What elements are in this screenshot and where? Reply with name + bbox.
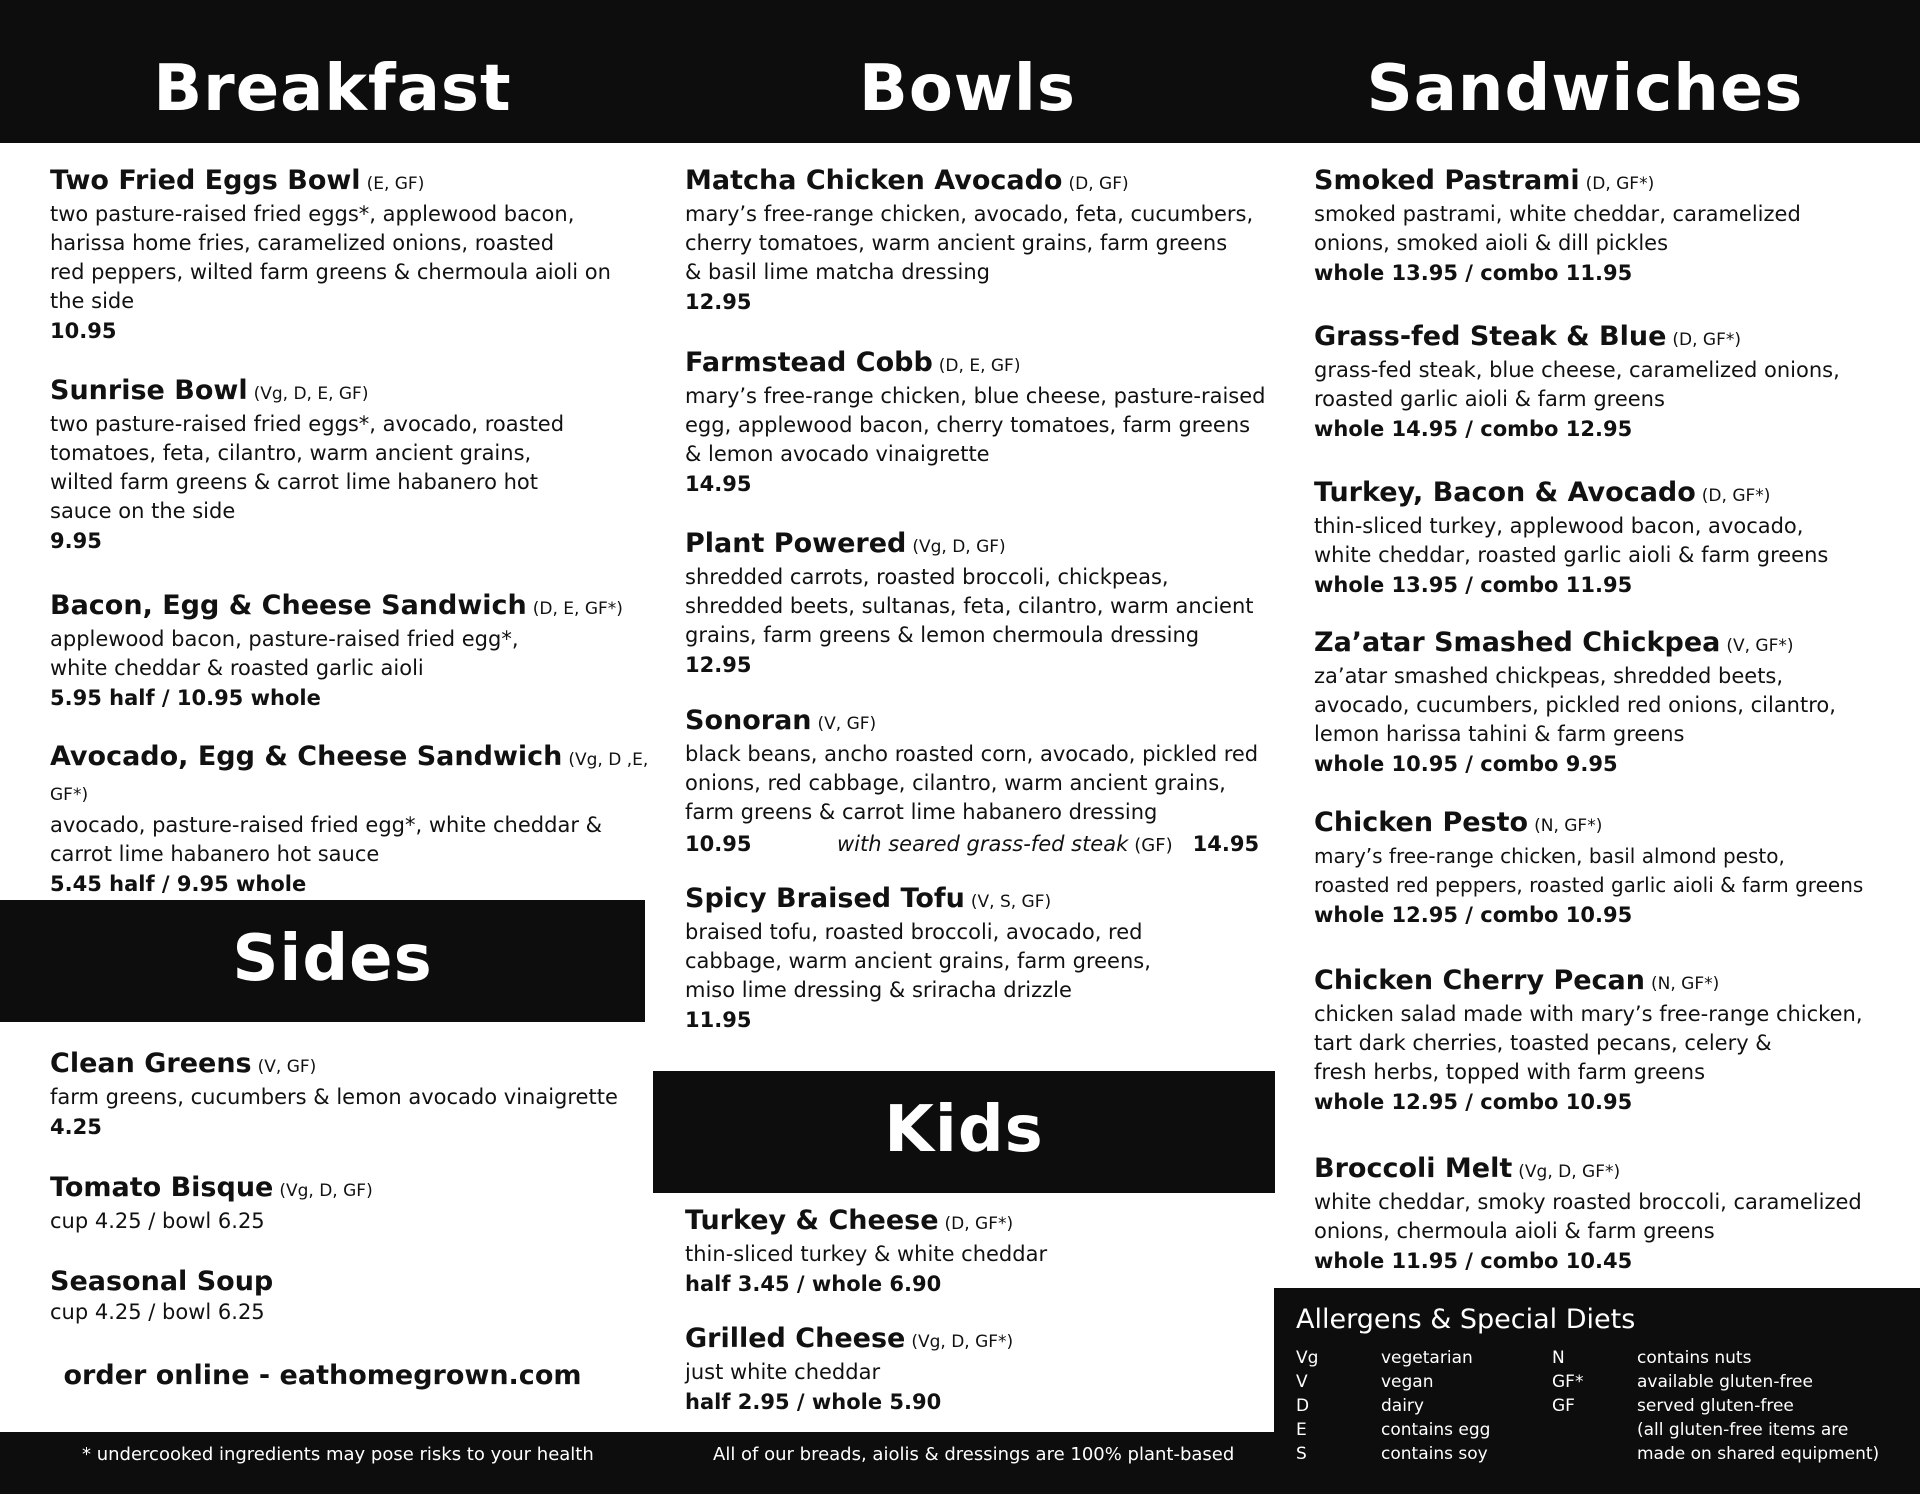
legend-row: GF served gluten-free xyxy=(1552,1396,1794,1416)
menu-item xyxy=(685,528,1275,680)
legend-row: D dairy xyxy=(1296,1396,1424,1416)
item-tags: (N, GF*) xyxy=(1534,816,1603,836)
legend-row: GF* available gluten-free xyxy=(1552,1372,1813,1392)
item-name: Tomato Bisque xyxy=(50,1172,274,1203)
item-addon-tags: (GF) xyxy=(1134,835,1173,856)
item-tags: (D, GF) xyxy=(1068,174,1129,194)
menu-item xyxy=(685,705,1275,860)
item-description: farm greens, cucumbers & lemon avocado vinaigrette xyxy=(50,1085,618,1109)
sandwiches-heading: Sandwiches xyxy=(1366,52,1804,126)
breakfast-heading: Breakfast xyxy=(153,52,512,126)
item-tags: (Vg, D ,E, GF*) xyxy=(50,750,649,805)
item-name: Avocado, Egg & Cheese Sandwich xyxy=(50,741,563,772)
item-tags: (D, E, GF*) xyxy=(532,599,623,619)
item-description: braised tofu, roasted broccoli, avocado, red cabbage, warm ancient grains, farm greens, miso lime dressing & sriracha drizzle xyxy=(685,920,1151,1002)
item-description: black beans, ancho roasted corn, avocado, pickled red onions, red cabbage, cilantro, warm ancient grains, farm greens & carrot lime habanero dressing xyxy=(685,742,1259,824)
item-price: half 3.45 / whole 6.90 xyxy=(685,1272,942,1296)
item-description: two pasture-raised fried eggs*, avocado, roasted tomatoes, feta, cilantro, warm ancient grains, wilted farm greens & carrot lime habanero hot sauce on the side xyxy=(50,412,565,523)
item-description: chicken salad made with mary’s free-range chicken, tart dark cherries, toasted pecans, celery & fresh herbs, topped with farm greens xyxy=(1314,1002,1863,1084)
item-description: za’atar smashed chickpeas, shredded beets, avocado, cucumbers, pickled red onions, cilantro, lemon harissa tahini & farm greens xyxy=(1314,664,1836,746)
item-price: 12.95 xyxy=(685,653,752,677)
menu-item xyxy=(685,883,1275,1035)
item-tags: (D, E, GF) xyxy=(938,356,1021,376)
item-description: thin-sliced turkey & white cheddar xyxy=(685,1242,1048,1266)
item-price: whole 10.95 / combo 9.95 xyxy=(1314,752,1618,776)
legend-row: made on shared equipment) xyxy=(1637,1444,1880,1464)
legend-row: Vg vegetarian xyxy=(1296,1348,1473,1368)
item-name: Spicy Braised Tofu xyxy=(685,883,965,914)
item-tags: (V, GF) xyxy=(817,714,877,734)
item-tags: (V, GF*) xyxy=(1726,636,1794,656)
item-name: Sunrise Bowl xyxy=(50,375,248,406)
item-description: shredded carrots, roasted broccoli, chickpeas, shredded beets, sultanas, feta, cilantro, warm ancient grains, farm greens & lemon chermoula dressing xyxy=(685,565,1254,647)
allergens-title: Allergens & Special Diets xyxy=(1296,1304,1636,1335)
menu-item xyxy=(50,375,650,556)
item-price: 5.95 half / 10.95 whole xyxy=(50,686,321,710)
menu-item xyxy=(50,590,650,713)
item-price: whole 13.95 / combo 11.95 xyxy=(1314,573,1633,597)
item-addon-price: 14.95 xyxy=(1192,832,1260,856)
item-name: Plant Powered xyxy=(685,528,907,559)
menu-item xyxy=(1314,965,1914,1117)
item-description: smoked pastrami, white cheddar, caramelized onions, smoked aioli & dill pickles xyxy=(1314,202,1801,255)
item-name: Smoked Pastrami xyxy=(1314,165,1580,196)
item-price: whole 12.95 / combo 10.95 xyxy=(1314,1090,1633,1114)
item-name: Seasonal Soup xyxy=(50,1266,274,1297)
legend-row: (all gluten-free items are xyxy=(1637,1420,1849,1440)
item-description: mary’s free-range chicken, blue cheese, pasture-raised egg, applewood bacon, cherry tomatoes, farm greens & lemon avocado vinaigrette xyxy=(685,384,1266,466)
item-description: white cheddar, smoky roasted broccoli, caramelized onions, chermoula aioli & farm greens xyxy=(1314,1190,1862,1243)
item-tags: (Vg, D, E, GF) xyxy=(253,384,369,404)
menu-item xyxy=(50,1048,650,1142)
item-name: Broccoli Melt xyxy=(1314,1153,1513,1184)
menu-item xyxy=(1314,1153,1914,1276)
item-name: Turkey & Cheese xyxy=(685,1205,939,1236)
item-tags: (E, GF) xyxy=(366,174,425,194)
item-description: thin-sliced turkey, applewood bacon, avocado, white cheddar, roasted garlic aioli & farm greens xyxy=(1314,514,1829,567)
legend-row: E contains egg xyxy=(1296,1420,1491,1440)
menu-item xyxy=(50,1172,650,1236)
item-name: Chicken Cherry Pecan xyxy=(1314,965,1645,996)
item-description: cup 4.25 / bowl 6.25 xyxy=(50,1209,265,1233)
item-price: whole 11.95 / combo 10.45 xyxy=(1314,1249,1633,1273)
item-name: Turkey, Bacon & Avocado xyxy=(1314,477,1696,508)
undercooked-notice: * undercooked ingredients may pose risks to your health xyxy=(82,1444,594,1465)
menu-item xyxy=(685,1323,1275,1417)
item-name: Grilled Cheese xyxy=(685,1323,906,1354)
item-description: mary’s free-range chicken, basil almond pesto, roasted red peppers, roasted garlic aioli & farm greens xyxy=(1314,844,1864,897)
item-description: just white cheddar xyxy=(685,1360,881,1384)
item-name: Grass-fed Steak & Blue xyxy=(1314,321,1667,352)
item-price-row xyxy=(685,830,1275,860)
item-tags: (Vg, D, GF) xyxy=(279,1181,373,1201)
legend-row: S contains soy xyxy=(1296,1444,1488,1464)
item-price: 10.95 xyxy=(50,319,117,343)
item-tags: (D, GF*) xyxy=(1701,486,1771,506)
kids-heading: Kids xyxy=(884,1093,1044,1167)
item-description: two pasture-raised fried eggs*, applewood bacon, harissa home fries, caramelized onions, roasted red peppers, wilted farm greens & chermoula aioli on the side xyxy=(50,202,611,313)
item-description: avocado, pasture-raised fried egg*, white cheddar & carrot lime habanero hot sauce xyxy=(50,813,602,866)
item-description: mary’s free-range chicken, avocado, feta, cucumbers, cherry tomatoes, warm ancient grains, farm greens & basil lime matcha dressing xyxy=(685,202,1254,284)
item-price: 14.95 xyxy=(685,472,752,496)
menu-item xyxy=(1314,321,1914,444)
item-addon: with seared grass-fed steak xyxy=(837,832,1129,856)
item-price: 5.45 half / 9.95 whole xyxy=(50,872,307,896)
item-tags: (D, GF*) xyxy=(1672,330,1742,350)
item-name: Clean Greens xyxy=(50,1048,252,1079)
menu-item xyxy=(685,1205,1275,1299)
item-name: Bacon, Egg & Cheese Sandwich xyxy=(50,590,527,621)
item-name: Matcha Chicken Avocado xyxy=(685,165,1063,196)
item-tags: (D, GF*) xyxy=(944,1214,1014,1234)
item-name: Two Fried Eggs Bowl xyxy=(50,165,361,196)
item-tags: (V, S, GF) xyxy=(970,892,1052,912)
item-name: Farmstead Cobb xyxy=(685,347,933,378)
item-name: Sonoran xyxy=(685,705,812,736)
item-tags: (Vg, D, GF) xyxy=(912,537,1006,557)
bowls-heading: Bowls xyxy=(859,52,1076,126)
item-price: 4.25 xyxy=(50,1115,102,1139)
item-price: whole 12.95 / combo 10.95 xyxy=(1314,903,1633,927)
item-price: 10.95 xyxy=(685,832,752,856)
menu-item xyxy=(685,165,1275,317)
item-tags: (N, GF*) xyxy=(1651,974,1720,994)
item-price: 9.95 xyxy=(50,529,102,553)
plant-based-notice: All of our breads, aiolis & dressings are 100% plant-based xyxy=(713,1444,1235,1465)
menu-item xyxy=(50,741,650,899)
item-description: applewood bacon, pasture-raised fried egg*, white cheddar & roasted garlic aioli xyxy=(50,627,519,680)
item-name: Za’atar Smashed Chickpea xyxy=(1314,627,1721,658)
legend-row: V vegan xyxy=(1296,1372,1434,1392)
menu-item xyxy=(1314,165,1914,288)
item-price: whole 13.95 / combo 11.95 xyxy=(1314,261,1633,285)
item-price: 11.95 xyxy=(685,1008,752,1032)
item-name: Chicken Pesto xyxy=(1314,807,1529,838)
item-description: grass-fed steak, blue cheese, caramelized onions, roasted garlic aioli & farm greens xyxy=(1314,358,1840,411)
item-tags: (D, GF*) xyxy=(1585,174,1655,194)
item-tags: (Vg, D, GF*) xyxy=(911,1332,1014,1352)
menu-item xyxy=(1314,627,1914,779)
item-price: 12.95 xyxy=(685,290,752,314)
item-tags: (V, GF) xyxy=(257,1057,317,1077)
menu-item xyxy=(1314,477,1914,600)
menu-item xyxy=(1314,807,1914,930)
item-price: whole 14.95 / combo 12.95 xyxy=(1314,417,1633,441)
item-description: cup 4.25 / bowl 6.25 xyxy=(50,1300,265,1324)
sides-heading: Sides xyxy=(232,922,433,996)
legend-row: N contains nuts xyxy=(1552,1348,1752,1368)
menu-item xyxy=(50,165,650,346)
menu-item xyxy=(50,1266,650,1327)
order-online-link[interactable]: order online - eathomegrown.com xyxy=(63,1360,582,1391)
menu-item xyxy=(685,347,1275,499)
item-tags: (Vg, D, GF*) xyxy=(1518,1162,1621,1182)
item-price: half 2.95 / whole 5.90 xyxy=(685,1390,942,1414)
